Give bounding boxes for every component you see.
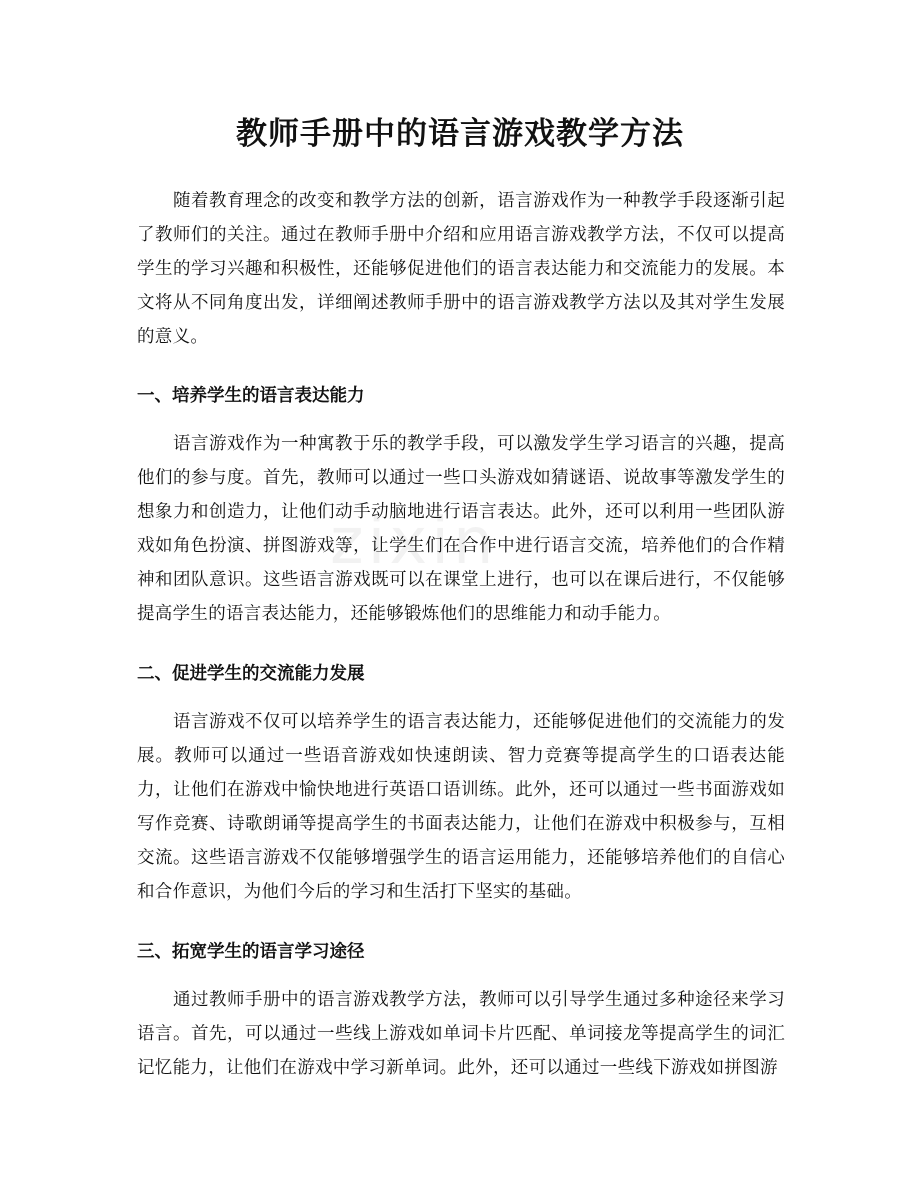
section-2-heading: 二、促进学生的交流能力发展 bbox=[137, 664, 365, 684]
intro-paragraph: 随着教育理念的改变和教学方法的创新，语言游戏作为一种教学手段逐渐引起了教师们的关注。通过在教师手册中介绍和应用语言游戏教学方法，不仅可以提高学生的学习兴趣和积极性，还能够促进他们的语言表达能力和交流能力的发展。本文将从不同角度出发，详细阐述教师手册中的语言游戏教学方法以及其对学生发展的意义。 bbox=[137, 191, 785, 347]
page-title: 教师手册中的语言游戏教学方法 bbox=[236, 116, 684, 152]
section-2-paragraph: 语言游戏不仅可以培养学生的语言表达能力，还能够促进他们的交流能力的发展。教师可以通过一些语音游戏如快速朗读、智力竞赛等提高学生的口语表达能力，让他们在游戏中愉快地进行英语口语训练。此外，还可以通过一些书面游戏如写作竞赛、诗歌朗诵等提高学生的书面表达能力，让他们在游戏中积极参与，互相交流。这些语言游戏不仅能够增强学生的语言运用能力，还能够培养他们的自信心和合作意识，为他们今后的学习和生活打下坚实的基础。 bbox=[137, 712, 785, 902]
section-1-heading: 一、培养学生的语言表达能力 bbox=[137, 386, 365, 406]
watermark: zixin bbox=[330, 505, 498, 579]
section-3-paragraph: 通过教师手册中的语言游戏教学方法，教师可以引导学生通过多种途径来学习语言。首先，可以通过一些线上游戏如单词卡片匹配、单词接龙等提高学生的词汇记忆能力，让他们在游戏中学习新单词。此外，还可以通过一些线下游戏如拼图游 bbox=[137, 990, 785, 1078]
section-1-paragraph: 语言游戏作为一种寓教于乐的教学手段，可以激发学生学习语言的兴趣，提高他们的参与度。首先，教师可以通过一些口头游戏如猜谜语、说故事等激发学生的想象力和创造力，让他们动手动脑地进行语言表达。此外，还可以利用一些团队游戏如角色扮演、拼图游戏等，让学生们在合作中进行语言交流，培养他们的合作精神和团队意识。这些语言游戏既可以在课堂上进行，也可以在课后进行，不仅能够提高学生的语言表达能力，还能够锻炼他们的思维能力和动手能力。 bbox=[137, 434, 785, 624]
section-3-heading: 三、拓宽学生的语言学习途径 bbox=[137, 942, 365, 962]
